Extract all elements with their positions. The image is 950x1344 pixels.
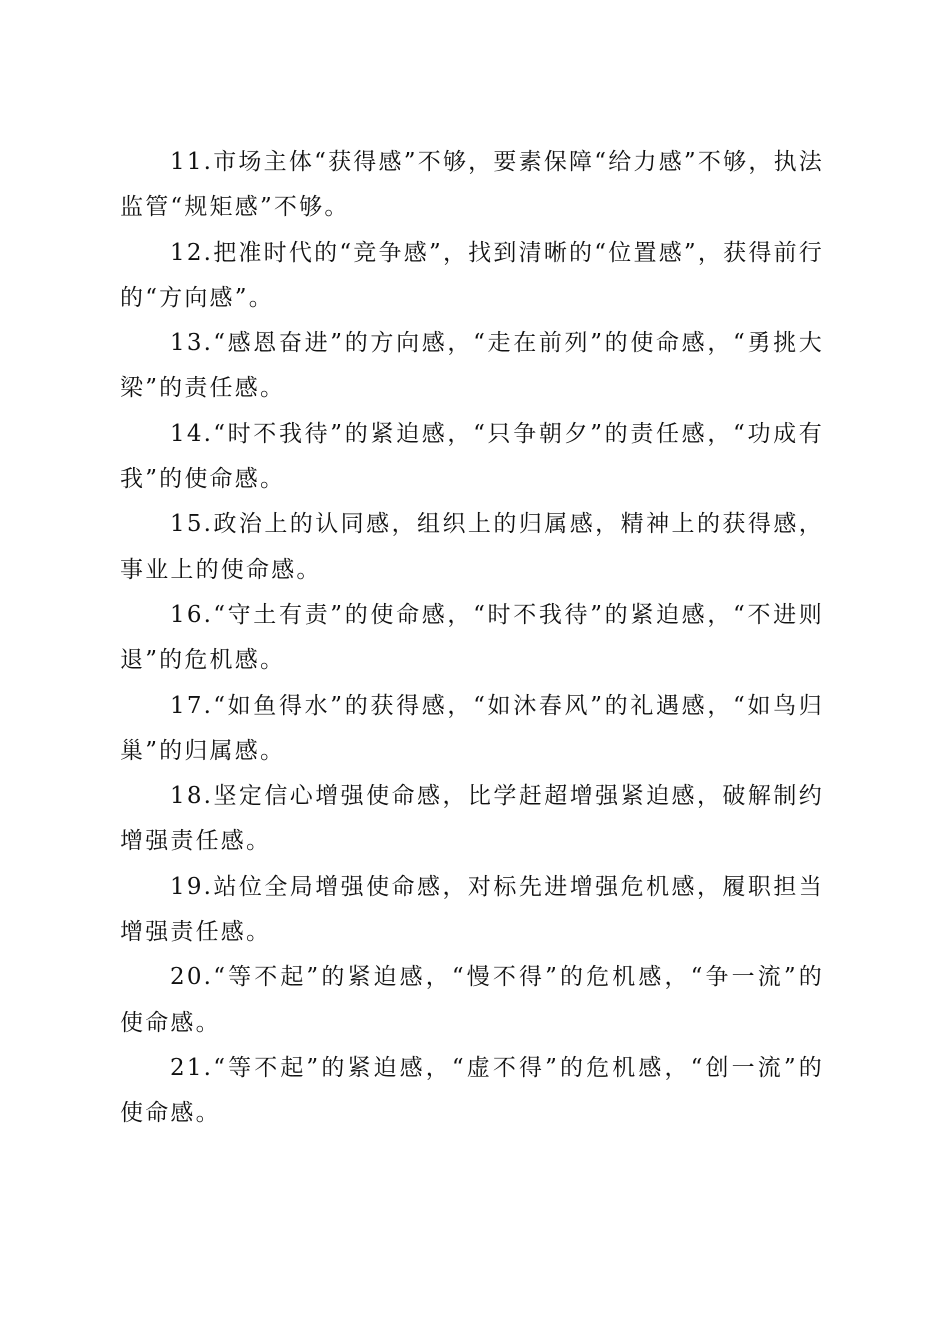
item-number: 15. xyxy=(170,511,214,538)
item-number: 13. xyxy=(170,330,214,357)
item-number: 11. xyxy=(170,149,214,175)
list-item xyxy=(120,684,824,775)
list-item xyxy=(120,1046,824,1137)
item-text: “时不我待”的紧迫感，“只争朝夕”的责任感，“功成有我”的使命感。 xyxy=(120,420,824,493)
item-number: 14. xyxy=(170,420,214,447)
item-text: 市场主体“获得感”不够，要素保障“给力感”不够，执法监管“规矩感”不够。 xyxy=(120,149,824,221)
item-text: 把准时代的“竞争感”，找到清晰的“位置感”，获得前行的“方向感”。 xyxy=(120,239,824,311)
document-body xyxy=(120,140,824,1137)
list-item xyxy=(120,231,824,322)
list-item xyxy=(120,865,824,956)
list-item xyxy=(120,321,824,412)
item-text: 站位全局增强使命感，对标先进增强危机感，履职担当增强责任感。 xyxy=(120,873,824,946)
list-item xyxy=(120,140,824,231)
list-item xyxy=(120,412,824,503)
item-number: 19. xyxy=(170,873,214,900)
item-number: 21. xyxy=(170,1054,214,1081)
item-text: 政治上的认同感，组织上的归属感，精神上的获得感，事业上的使命感。 xyxy=(120,511,824,583)
item-number: 18. xyxy=(170,783,214,810)
item-text: “守土有责”的使命感，“时不我待”的紧迫感，“不进则退”的危机感。 xyxy=(120,601,824,674)
list-item xyxy=(120,502,824,593)
item-text: 坚定信心增强使命感，比学赶超增强紧迫感，破解制约增强责任感。 xyxy=(120,783,824,855)
list-item xyxy=(120,593,824,684)
item-number: 17. xyxy=(170,692,214,719)
list-item xyxy=(120,774,824,865)
item-text: “如鱼得水”的获得感，“如沐春风”的礼遇感，“如鸟归巢”的归属感。 xyxy=(120,692,824,764)
list-item xyxy=(120,955,824,1046)
item-text: “等不起”的紧迫感，“慢不得”的危机感，“争一流”的使命感。 xyxy=(120,964,824,1036)
item-text: “感恩奋进”的方向感，“走在前列”的使命感，“勇挑大梁”的责任感。 xyxy=(120,330,824,402)
item-number: 12. xyxy=(170,239,214,266)
item-text: “等不起”的紧迫感，“虚不得”的危机感，“创一流”的使命感。 xyxy=(120,1054,824,1127)
item-number: 16. xyxy=(170,601,214,628)
item-number: 20. xyxy=(170,964,214,991)
